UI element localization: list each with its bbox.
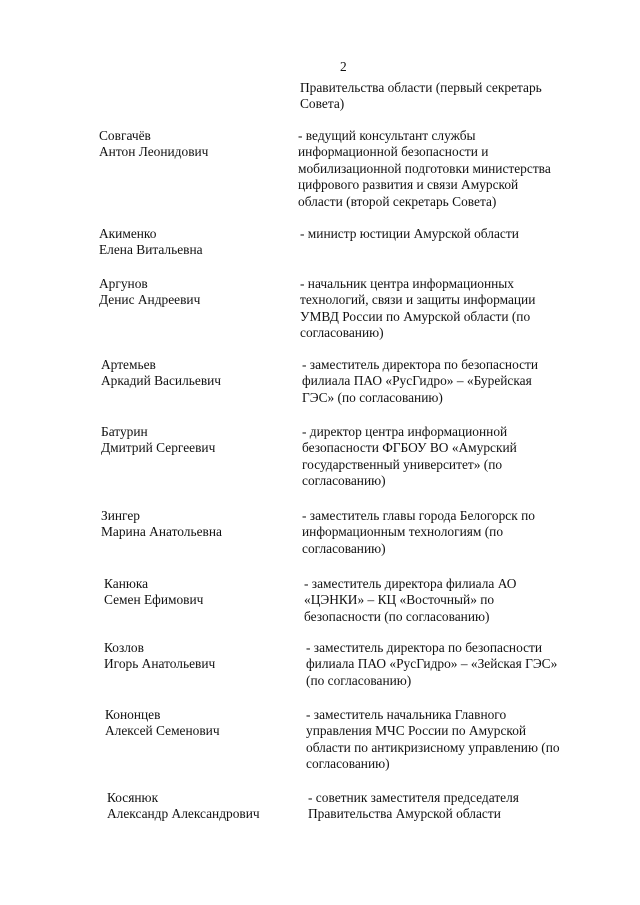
role-line: согласованию) [302, 540, 386, 556]
member-surname: Косянюк [107, 790, 159, 805]
member-surname: Артемьев [101, 357, 156, 372]
member-given-name: Дмитрий Сергеевич [101, 440, 216, 456]
member-role [306, 707, 606, 773]
role-line: Правительства Амурской области [308, 806, 501, 822]
member-name [99, 128, 289, 161]
role-line: филиала ПАО «РусГидро» – «Бурейская [302, 373, 532, 389]
role-line: - заместитель директора по безопасности [306, 640, 543, 655]
role-line: - советник заместителя председателя [308, 790, 519, 805]
member-name [104, 576, 294, 609]
member-name [107, 790, 297, 823]
member-surname: Совгачёв [99, 128, 151, 143]
member-surname: Батурин [101, 424, 148, 439]
member-role [308, 790, 608, 823]
member-role [304, 576, 604, 625]
member-name [99, 226, 289, 259]
continued-role-text [300, 80, 600, 113]
role-line: государственный университет» (по [302, 456, 503, 472]
member-surname: Аргунов [99, 276, 148, 291]
role-line: - заместитель директора по безопасности [302, 357, 539, 372]
member-name [104, 640, 294, 673]
member-name [99, 276, 289, 309]
role-line: согласованию) [306, 756, 390, 772]
role-line: области (второй секретарь Совета) [298, 193, 497, 209]
member-role [298, 128, 598, 210]
role-line: управления МЧС России по Амурской [306, 723, 527, 739]
role-line: - директор центра информационной [302, 424, 508, 439]
member-role [306, 640, 606, 689]
member-given-name: Семен Ефимович [104, 592, 204, 608]
role-line: Совета) [300, 96, 345, 112]
member-given-name: Игорь Анатольевич [104, 656, 216, 672]
role-line: УМВД России по Амурской области (по [300, 308, 531, 324]
role-line: - начальник центра информационных [300, 276, 515, 291]
member-given-name: Елена Витальевна [99, 242, 203, 258]
member-role [302, 357, 602, 406]
member-given-name: Аркадий Васильевич [101, 373, 222, 389]
member-name [105, 707, 295, 740]
role-line: согласованию) [302, 473, 386, 489]
role-line: - министр юстиции Амурской области [300, 226, 519, 241]
member-role [302, 508, 602, 557]
member-name [101, 508, 291, 541]
member-surname: Канюка [104, 576, 149, 591]
member-surname: Зингер [101, 508, 140, 523]
role-line: «ЦЭНКИ» – КЦ «Восточный» по [304, 592, 495, 608]
role-line: безопасности (по согласованию) [304, 608, 490, 624]
role-line: филиала ПАО «РусГидро» – «Зейская ГЭС» [306, 656, 558, 672]
role-line: информационной безопасности и [298, 144, 489, 160]
role-line: области по антикризисному управлению (по [306, 739, 560, 755]
member-surname: Кононцев [105, 707, 161, 722]
member-given-name: Марина Анатольевна [101, 524, 222, 540]
role-line: мобилизационной подготовки министерства [298, 160, 551, 176]
member-role [300, 226, 600, 242]
role-line: (по согласованию) [306, 672, 412, 688]
role-line: - заместитель директора филиала АО [304, 576, 517, 591]
member-name [101, 424, 291, 457]
role-line: технологий, связи и защиты информации [300, 292, 536, 308]
role-line: Правительства области (первый секретарь [300, 80, 542, 95]
member-role [302, 424, 602, 490]
member-surname: Акименко [99, 226, 157, 241]
member-given-name: Алексей Семенович [105, 723, 220, 739]
member-given-name: Александр Александрович [107, 806, 260, 822]
member-role [300, 276, 600, 342]
member-name [101, 357, 291, 390]
role-line: - заместитель главы города Белогорск по [302, 508, 535, 523]
page-number: 2 [340, 59, 347, 74]
member-given-name: Антон Леонидович [99, 144, 209, 160]
role-line: - заместитель начальника Главного [306, 707, 507, 722]
role-line: цифрового развития и связи Амурской [298, 177, 519, 193]
role-line: информационным технологиям (по [302, 524, 504, 540]
role-line: - ведущий консультант службы [298, 128, 476, 143]
role-line: согласованию) [300, 325, 384, 341]
role-line: ГЭС» (по согласованию) [302, 389, 443, 405]
member-given-name: Денис Андреевич [99, 292, 201, 308]
role-line: безопасности ФГБОУ ВО «Амурский [302, 440, 517, 456]
member-surname: Козлов [104, 640, 144, 655]
